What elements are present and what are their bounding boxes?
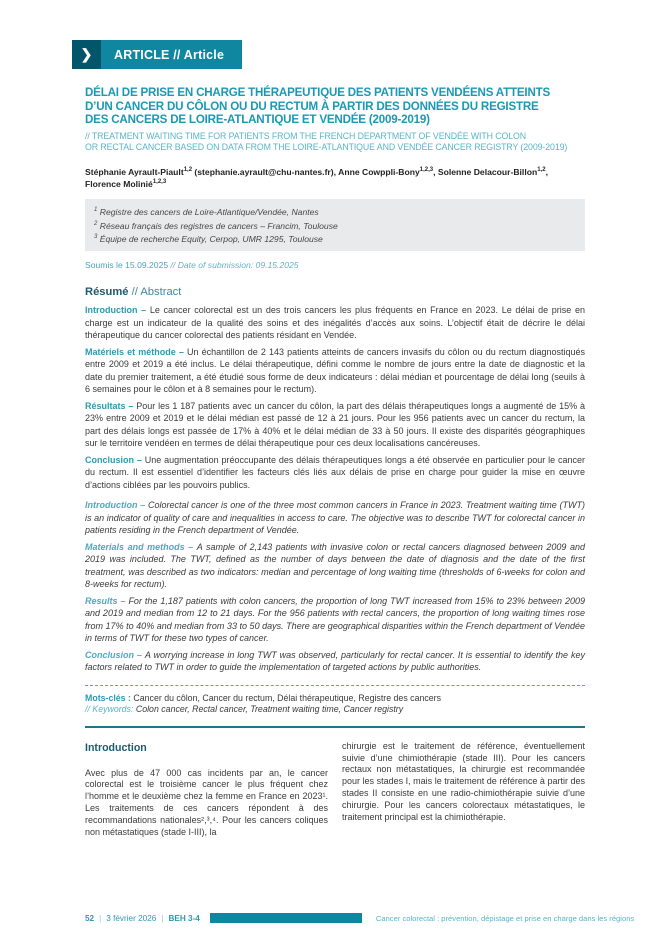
affiliations-box: [85, 199, 585, 251]
intro-column-right: [342, 741, 585, 839]
paragraph-text: Colorectal cancer is one of the three most common cancers in France in 2023. Treatment waiting time (TWT) is an indicator of quality of care and inequalities in access to care. The objective was to describe TWT for colorectal cancer in patients residing in the French department of Vendée.: [85, 500, 585, 536]
paragraph-label: Materials and methods –: [85, 541, 197, 552]
affiliation-number: 1: [94, 207, 98, 214]
banner-label: ARTICLE // Article: [114, 47, 225, 62]
abstract-fr: [85, 304, 585, 491]
paragraph-text: Une augmentation préoccupante des délais thérapeutiques longs a été observée en particulier pour le cancer du rectum. Il est essentiel d’identifier les facteurs clés liés aux délais de prise en charge pour guider la mise en œuvre d’actions ciblées par les pouvoirs publics.: [85, 454, 585, 490]
abstract-heading-fr: Résumé: [85, 286, 129, 299]
paragraph-label: Matériels et méthode –: [85, 346, 187, 357]
abstract-paragraph: [85, 454, 585, 492]
author-email[interactable]: stephanie.ayrault@chu-nantes.fr: [197, 166, 331, 177]
keywords-fr: [85, 693, 585, 705]
author-separator: ),: [330, 166, 339, 177]
issue-number: BEH 3-4: [168, 913, 200, 923]
chevron-right-icon: ❯: [72, 40, 101, 69]
author-separator: (: [192, 166, 198, 177]
intro-paragraph: Avec plus de 47 000 cas incidents par an, le cancer colorectal est le troisième cancer le plus fréquent chez l’homme et le deuxième chez la femme en France en 2023¹. Les traitements de ces cancers répondent à des recommandations nationales²,³,⁴. Pour les cancers coliques non métastatiques (stade I-III), la: [85, 767, 328, 837]
paragraph-label: Introduction –: [85, 500, 148, 511]
abstract-paragraph: [85, 649, 585, 674]
abstract-paragraph: [85, 541, 585, 591]
submission-line: [85, 260, 585, 270]
page-number: 52: [85, 913, 95, 923]
author-name: Anne Cowppli-Bony: [338, 166, 420, 177]
abstract-heading: [85, 286, 585, 298]
paragraph-label: Conclusion –: [85, 649, 145, 660]
title-line: DÉLAI DE PRISE EN CHARGE THÉRAPEUTIQUE DES PATIENTS VENDÉENS ATTEINTS: [85, 86, 551, 99]
affiliation-item: [94, 232, 576, 245]
intro-section: [85, 741, 585, 839]
paragraph-text: Le cancer colorectal est un des trois cancers les plus fréquents en France en 2023. Le délai de prise en charge est un indicateur de la qualité des soins et des inégalités d’accès aux soins. L’objectif était de décrire le délai thérapeutique du cancer colorectal des patients résidant en Vendée.: [85, 305, 585, 341]
paragraph-text: A sample of 2,143 patients with invasive colon or rectal cancers diagnosed between 2009 and 2019 was included. The TWT, defined as the number of days between the date of diagnosis and the date of the first treatment, was described as two indicators: median and percentage of long waiting time (thresholds of 6-weeks for colon and 8-weeks for rectum).: [85, 541, 586, 590]
submission-date-en: // Date of submission: 09.15.2025: [170, 260, 299, 271]
paragraph-text: Un échantillon de 2 143 patients atteints de cancers invasifs du côlon ou du rectum diagnostiqués entre 2009 et 2019 a été inclus. Le délai thérapeutique, défini comme le nombre de jours entre la date de diagnostic et la date du premier traitement, a été étudié sous forme de deux indicateurs : délai médian et pourcentage de délai long (seuils à 6 semaines pour le côlon et à 8 semaines pour le rectum).: [85, 346, 585, 395]
footer-separator: |: [161, 913, 164, 923]
section-divider: [85, 726, 585, 728]
authors-line: [85, 165, 585, 178]
abstract-paragraph: [85, 400, 585, 450]
title-line: // TREATMENT WAITING TIME FOR PATIENTS FROM THE FRENCH DEPARTMENT OF VENDÉE WITH COLON: [85, 130, 527, 141]
article-title-en: [85, 131, 585, 153]
issue-date: 3 février 2026: [106, 913, 157, 923]
paragraph-label: Introduction –: [85, 305, 150, 316]
affiliation-text: Équipe de recherche Equity, Cerpop, UMR 1295, Toulouse: [97, 233, 323, 244]
keywords-block: [85, 685, 585, 716]
submission-date-fr: Soumis le 15.09.2025: [85, 260, 171, 271]
keywords-en: [85, 704, 585, 716]
author-affil-sup: 1,2,3: [419, 166, 434, 173]
affiliation-number: 3: [94, 233, 98, 240]
abstract-en: [85, 499, 585, 674]
paragraph-label: Results –: [85, 595, 129, 606]
author-name: Stéphanie Ayrault-Piault: [85, 166, 184, 177]
intro-paragraph: chirurgie est le traitement de référence, éventuellement suivie d’une chimiothérapie (stade III). Pour les cancers rectaux non métastatiques, la chirurgie est recommandée pour les stades I, mais le traitement de référence à partir des stades II consiste en une radio-chimiothérapie suivie d’une chirurgie. Pour les cancers colorectaux métastatiques, le traitement principal est la chimiothérapie.: [342, 740, 585, 822]
author-affil-sup: 1,2,3: [152, 179, 167, 186]
author-affil-sup: 1,2: [537, 166, 546, 173]
article-banner: [72, 40, 242, 69]
footer-accent-bar: [210, 913, 362, 923]
intro-heading: Introduction: [85, 741, 147, 754]
abstract-paragraph: [85, 346, 585, 396]
title-line: D’UN CANCER DU CÔLON OU DU RECTUM À PARTIR DES DONNÉES DU REGISTRE: [85, 99, 539, 113]
paragraph-text: For the 1,187 patients with colon cancers, the proportion of long TWT increased from 15% to 23% between 2009 and 2019 and median from 12 to 21 days. For the 956 patients with rectal cancers, the proportion of long waiting times rose from 17% to 40% and median from 33 to 50 days. There are geographical disparities within the French department of Vendée in terms of TWT for these two types of cancer.: [85, 595, 585, 644]
affiliation-text: Réseau français des registres de cancers – Francim, Toulouse: [97, 220, 338, 231]
authors-line: [85, 177, 585, 190]
author-separator: ,: [433, 166, 438, 177]
keywords-fr-text: Cancer du côlon, Cancer du rectum, Délai thérapeutique, Registre des cancers: [133, 692, 441, 703]
abstract-paragraph: [85, 595, 585, 645]
intro-column-left: [85, 741, 328, 839]
abstract-heading-en: // Abstract: [128, 286, 182, 299]
author-name: Solenne Delacour-Billon: [437, 166, 538, 177]
title-line: OR RECTAL CANCER BASED ON DATA FROM THE LOIRE-ATLANTIQUE AND VENDÉE CANCER REGISTRY (2009-2019): [85, 141, 568, 152]
authors-block: [85, 165, 585, 191]
abstract-paragraph: [85, 499, 585, 537]
paragraph-label: Résultats –: [85, 400, 137, 411]
article-content: [85, 86, 585, 838]
author-separator: ,: [545, 166, 548, 177]
keywords-en-label: // Keywords:: [85, 704, 136, 715]
title-line: DES CANCERS DE LOIRE-ATLANTIQUE ET VENDÉE (2009-2019): [85, 113, 430, 126]
affiliation-item: [94, 219, 576, 232]
affiliation-text: Registre des cancers de Loire-Atlantique/Vendée, Nantes: [97, 207, 319, 218]
keywords-en-text: Colon cancer, Rectal cancer, Treatment waiting time, Cancer registry: [135, 704, 404, 715]
footer-journal-title: Cancer colorectal : prévention, dépistage et prise en charge dans les régions: [375, 913, 635, 923]
article-title-fr: [85, 86, 585, 127]
abstract-paragraph: [85, 304, 585, 342]
paragraph-label: Conclusion –: [85, 454, 145, 465]
affiliation-item: [94, 205, 576, 218]
author-affil-sup: 1,2: [183, 166, 193, 173]
affiliation-number: 2: [94, 220, 98, 227]
paragraph-text: Pour les 1 187 patients avec un cancer du côlon, la part des délais thérapeutiques longs a augmenté de 15% à 23% entre 2009 et 2019 et le délai médian est passé de 12 à 21 jours. Pour les 956 patients avec un cancer du rectum, la part des délais longs est passée de 17% à 40% et le délai médian de 33 à 50 jours. Il existe des disparités géographiques sur le territoire vendéen en termes de délai thérapeutique pour ces deux localisations cancéreuses.: [85, 400, 585, 449]
keywords-fr-label: Mots-clés :: [85, 692, 134, 703]
footer: [85, 913, 652, 923]
footer-separator: |: [99, 913, 102, 923]
paragraph-text: A worrying increase in long TWT was observed, particularly for rectal cancer. It is essential to identify the key factors related to TWT in order to guide the implementation of targeted actions by public authorities.: [85, 649, 585, 673]
author-name: Florence Molinié: [85, 179, 153, 190]
